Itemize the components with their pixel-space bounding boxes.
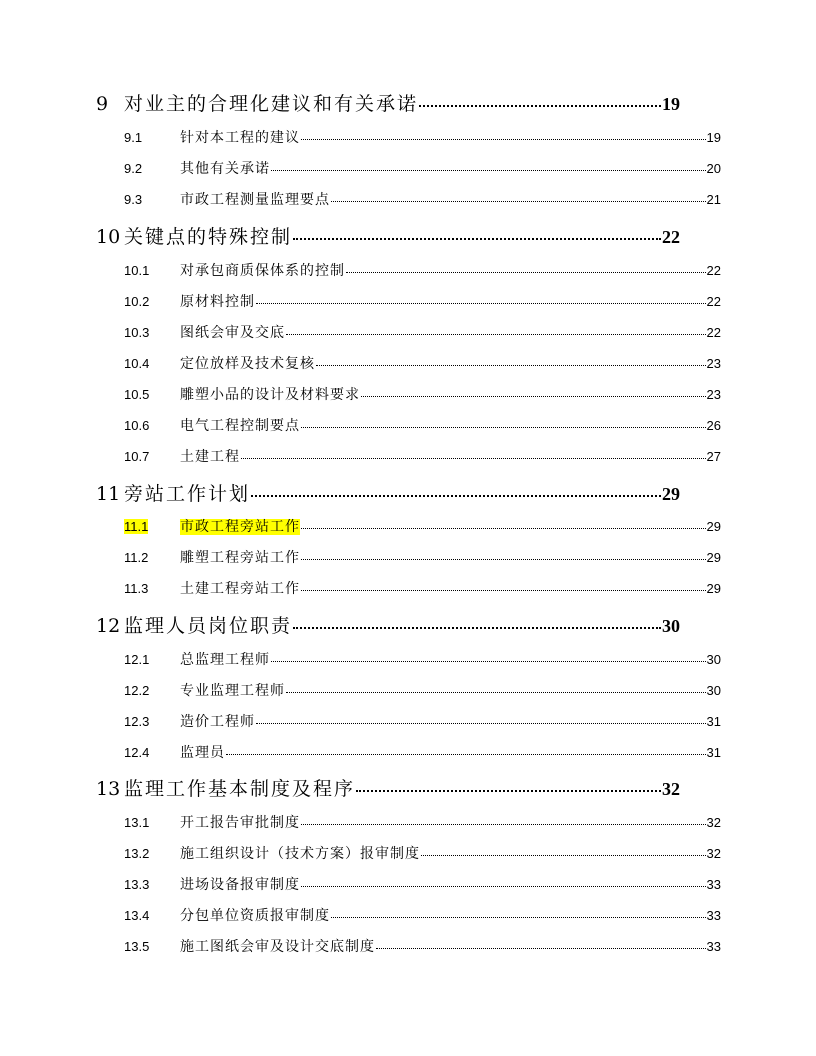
toc-entry[interactable] [124, 189, 721, 209]
toc-number: 12 [96, 615, 121, 637]
toc-number: 10.2 [124, 294, 150, 309]
toc-title: 总监理工程师 [180, 652, 270, 668]
dot-leader [301, 886, 706, 887]
dot-leader [356, 790, 661, 792]
toc-page-number: 30 [706, 652, 721, 667]
dot-leader [361, 396, 706, 397]
toc-title: 监理员 [180, 745, 225, 761]
toc-entry[interactable] [96, 611, 680, 638]
toc-number: 11.2 [124, 550, 149, 565]
toc-page-number: 22 [706, 325, 721, 340]
toc-title: 进场设备报审制度 [180, 877, 300, 893]
toc-page-number: 29 [662, 484, 680, 504]
dot-leader [421, 855, 706, 856]
toc-number: 13.2 [124, 846, 150, 861]
toc-entry[interactable] [124, 812, 721, 832]
toc-number: 9 [96, 93, 109, 115]
dot-leader [301, 824, 706, 825]
toc-page-number: 31 [706, 745, 721, 760]
toc-entry[interactable] [124, 353, 721, 373]
toc-title: 关键点的特殊控制 [124, 226, 293, 248]
toc-page-number: 32 [706, 846, 721, 861]
dot-leader [331, 201, 706, 202]
toc-title: 原材料控制 [180, 294, 255, 310]
toc-number: 10.4 [124, 356, 150, 371]
dot-leader [301, 590, 706, 591]
dot-leader [271, 170, 706, 171]
toc-page-number: 27 [706, 449, 721, 464]
toc-page-number: 33 [706, 908, 721, 923]
toc-page-number: 29 [706, 550, 721, 565]
toc-number: 12.4 [124, 745, 150, 760]
dot-leader [301, 559, 706, 560]
toc-entry[interactable] [124, 711, 721, 731]
toc-number: 10.1 [124, 263, 150, 278]
toc-page-number: 23 [706, 356, 721, 371]
dot-leader [316, 365, 706, 366]
toc-page-number: 21 [706, 192, 721, 207]
toc-title [180, 516, 300, 536]
toc-page-number: 33 [706, 877, 721, 892]
toc-entry[interactable] [124, 260, 721, 280]
toc-title: 土建工程旁站工作 [180, 581, 300, 597]
dot-leader [419, 105, 661, 107]
toc-number: 12.3 [124, 714, 150, 729]
toc-title: 电气工程控制要点 [180, 418, 300, 434]
toc-entry[interactable] [124, 680, 721, 700]
dot-leader [286, 334, 706, 335]
highlighted-text: 11.1 [124, 519, 149, 534]
toc-entry[interactable] [124, 578, 721, 598]
toc-title: 其他有关承诺 [180, 161, 270, 177]
toc-page-number: 31 [706, 714, 721, 729]
toc-number: 9.3 [124, 192, 143, 207]
toc-number [124, 519, 180, 534]
toc-title: 旁站工作计划 [124, 483, 251, 505]
toc-title: 开工报告审批制度 [180, 815, 300, 831]
toc-page-number: 23 [706, 387, 721, 402]
toc-entry[interactable] [124, 905, 721, 925]
toc-title: 雕塑小品的设计及材料要求 [180, 387, 360, 403]
dot-leader [301, 528, 706, 529]
toc-number: 10 [96, 226, 121, 248]
toc-page-number: 22 [662, 227, 680, 247]
dot-leader [226, 754, 706, 755]
toc-page-number: 30 [706, 683, 721, 698]
toc-entry[interactable] [96, 222, 680, 249]
toc-entry[interactable] [124, 936, 721, 956]
toc-title: 市政工程测量监理要点 [180, 192, 330, 208]
toc-title: 土建工程 [180, 449, 240, 465]
toc-number: 9.2 [124, 161, 143, 176]
toc-title: 造价工程师 [180, 714, 255, 730]
dot-leader [301, 139, 706, 140]
toc-number: 9.1 [124, 130, 143, 145]
toc-number: 13.3 [124, 877, 150, 892]
toc-page-number: 20 [706, 161, 721, 176]
toc-number: 10.3 [124, 325, 150, 340]
toc-number: 10.5 [124, 387, 150, 402]
toc-title: 对业主的合理化建议和有关承诺 [124, 93, 419, 115]
toc-title: 对承包商质保体系的控制 [180, 263, 345, 279]
toc-number: 11.3 [124, 581, 149, 596]
dot-leader [286, 692, 706, 693]
dot-leader [331, 917, 706, 918]
toc-page-number: 33 [706, 939, 721, 954]
toc-title: 专业监理工程师 [180, 683, 285, 699]
toc-page-number: 32 [706, 815, 721, 830]
toc-entry[interactable] [124, 127, 721, 147]
dot-leader [241, 458, 706, 459]
toc-title: 雕塑工程旁站工作 [180, 550, 300, 566]
toc-title: 施工组织设计（技术方案）报审制度 [180, 846, 420, 862]
toc-title: 图纸会审及交底 [180, 325, 285, 341]
toc-title: 分包单位资质报审制度 [180, 908, 330, 924]
toc-title: 监理工作基本制度及程序 [124, 778, 356, 800]
toc-entry[interactable] [124, 649, 721, 669]
toc-page-number: 22 [706, 263, 721, 278]
toc-page-number: 30 [662, 616, 680, 636]
dot-leader [293, 238, 661, 240]
toc-title: 定位放样及技术复核 [180, 356, 315, 372]
toc-entry[interactable] [124, 874, 721, 894]
dot-leader [376, 948, 706, 949]
toc-number: 13 [96, 778, 121, 800]
toc-page-number: 19 [706, 130, 721, 145]
toc-entry[interactable] [124, 516, 721, 536]
dot-leader [293, 627, 661, 629]
dot-leader [256, 303, 706, 304]
toc-number: 13.1 [124, 815, 150, 830]
toc-number: 12.2 [124, 683, 150, 698]
toc-entry[interactable] [124, 843, 721, 863]
toc-number: 12.1 [124, 652, 150, 667]
toc-page-number: 32 [662, 779, 680, 799]
toc-title: 施工图纸会审及设计交底制度 [180, 939, 375, 955]
toc-number: 10.7 [124, 449, 150, 464]
toc-number: 11 [96, 483, 121, 505]
dot-leader [346, 272, 706, 273]
toc-entry[interactable] [124, 446, 721, 466]
dot-leader [271, 661, 706, 662]
toc-entry[interactable] [124, 547, 721, 567]
toc-entry[interactable] [96, 89, 680, 116]
toc-entry[interactable] [124, 742, 721, 762]
toc-number: 10.6 [124, 418, 150, 433]
toc-page-number: 29 [706, 581, 721, 596]
toc-title: 针对本工程的建议 [180, 130, 300, 146]
highlighted-text: 市政工程旁站工作 [180, 519, 300, 535]
toc-title: 监理人员岗位职责 [124, 615, 293, 637]
toc-page-number: 19 [662, 94, 680, 114]
toc-page-number: 29 [706, 519, 721, 534]
toc-entry[interactable] [124, 158, 721, 178]
toc-number: 13.4 [124, 908, 150, 923]
toc-entry[interactable] [124, 415, 721, 435]
dot-leader [251, 495, 661, 497]
toc-page-number: 26 [706, 418, 721, 433]
toc-page-number: 22 [706, 294, 721, 309]
toc-entry[interactable] [124, 384, 721, 404]
toc-entry[interactable] [96, 774, 680, 801]
toc-number: 13.5 [124, 939, 150, 954]
dot-leader [301, 427, 706, 428]
dot-leader [256, 723, 706, 724]
toc-entry[interactable] [124, 291, 721, 311]
toc-entry[interactable] [124, 322, 721, 342]
toc-entry[interactable] [96, 479, 680, 506]
